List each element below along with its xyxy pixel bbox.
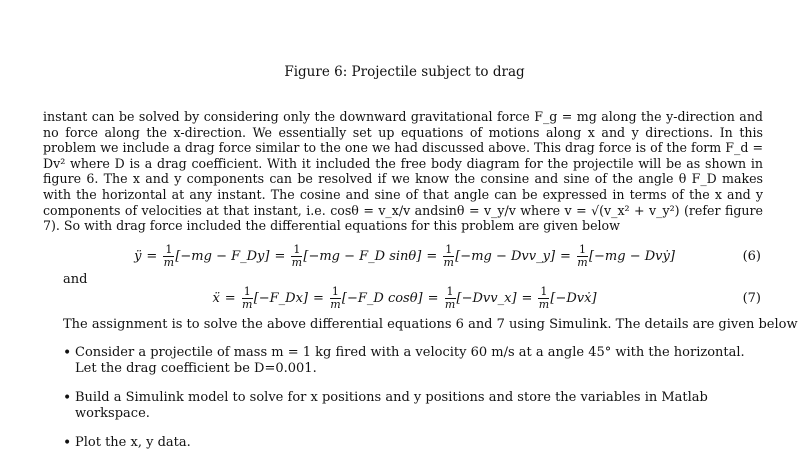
fraction: $\frac{1}{m}$	[444, 285, 456, 311]
equation-6: ÿ = $\frac{1}{m}$ [−mg − F_Dy] = $\frac{1}{m}$ [−mg − F_D sinθ] = $\frac{1}{m}$ [−mg − Dvv_y] = $\frac{1}{m}$ [−mg − Dvẏ] (6)	[134, 243, 761, 269]
bullet-text: Consider a projectile of mass m = 1 kg fired with a velocity 60 m/s at a angle 45° with the horizontal. Let the drag coefficient be D=0.001.	[75, 345, 745, 376]
equation-6-part-1: [−mg − F_Dy]	[175, 249, 270, 264]
bullet-icon: •	[63, 435, 72, 451]
fraction: $\frac{1}{m}$	[291, 243, 303, 269]
figure-caption: Figure 6: Projectile subject to drag	[284, 64, 525, 80]
equation-7-part-1: [−F_Dx]	[253, 291, 308, 306]
bullet-text: Plot the x, y data.	[75, 435, 191, 450]
equation-6-lhs: ÿ	[134, 249, 142, 264]
equation-number-6: (6)	[742, 249, 761, 264]
fraction: $\frac{1}{m}$	[163, 243, 175, 269]
equation-6-part-2: [−mg − F_D sinθ]	[303, 249, 422, 264]
equation-7-part-2: [−F_D cosθ]	[341, 291, 423, 306]
equation-7-lhs: ẍ	[212, 291, 220, 306]
equation-6-part-4: [−mg − Dvẏ]	[588, 249, 675, 264]
equation-number-7: (7)	[742, 291, 761, 306]
fraction: $\frac{1}{m}$	[538, 285, 550, 311]
bullet-icon: •	[63, 345, 72, 361]
equation-7: ẍ = $\frac{1}{m}$ [−F_Dx] = $\frac{1}{m}$ [−F_D cosθ] = $\frac{1}{m}$ [−Dvv_x] = $\frac{1}{m}$ [−Dvẋ] (7)	[212, 285, 761, 311]
fraction: $\frac{1}{m}$	[330, 285, 341, 311]
assignment-text: The assignment is to solve the above differential equations 6 and 7 using Simulink. The details are given below	[63, 317, 798, 332]
bullet-icon: •	[63, 390, 72, 406]
fraction: $\frac{1}{m}$	[577, 243, 588, 269]
equation-7-part-4: [−Dvẋ]	[550, 291, 597, 306]
body-paragraph: instant can be solved by considering only the downward gravitational force F_g = mg along the y-direction and no force along the x-direction. We essentially set up equations of motions along x and y directions. In this problem we include a drag force similar to the one we had discussed above. This drag force is of the form F_d = Dv² where D is a drag coefficient. With it included the free body diagram for the projectile will be as shown in figure 6. The x and y components can be resolved if we know the consine and sine of the angle θ F_D makes with the horizontal at any instant. The cosine and sine of that angle can be expressed in terms of the x and y components of velocities at that instant, i.e. cosθ = v_x/v andsinθ = v_y/v where v = √(v_x² + v_y²) (refer figure 7). So with drag force included the differential equations for this problem are given below	[43, 109, 763, 234]
equation-6-part-3: [−mg − Dvv_y]	[455, 249, 556, 264]
and-label: and	[63, 272, 88, 287]
bullet-text: Build a Simulink model to solve for x positions and y positions and store the variables in Matlab workspace.	[75, 390, 708, 421]
list-item	[63, 345, 763, 377]
fraction: $\frac{1}{m}$	[241, 285, 253, 311]
fraction: $\frac{1}{m}$	[443, 243, 454, 269]
list-item	[63, 435, 763, 451]
bullet-list	[63, 345, 763, 464]
equation-7-part-3: [−Dvv_x]	[456, 291, 517, 306]
list-item	[63, 390, 763, 422]
